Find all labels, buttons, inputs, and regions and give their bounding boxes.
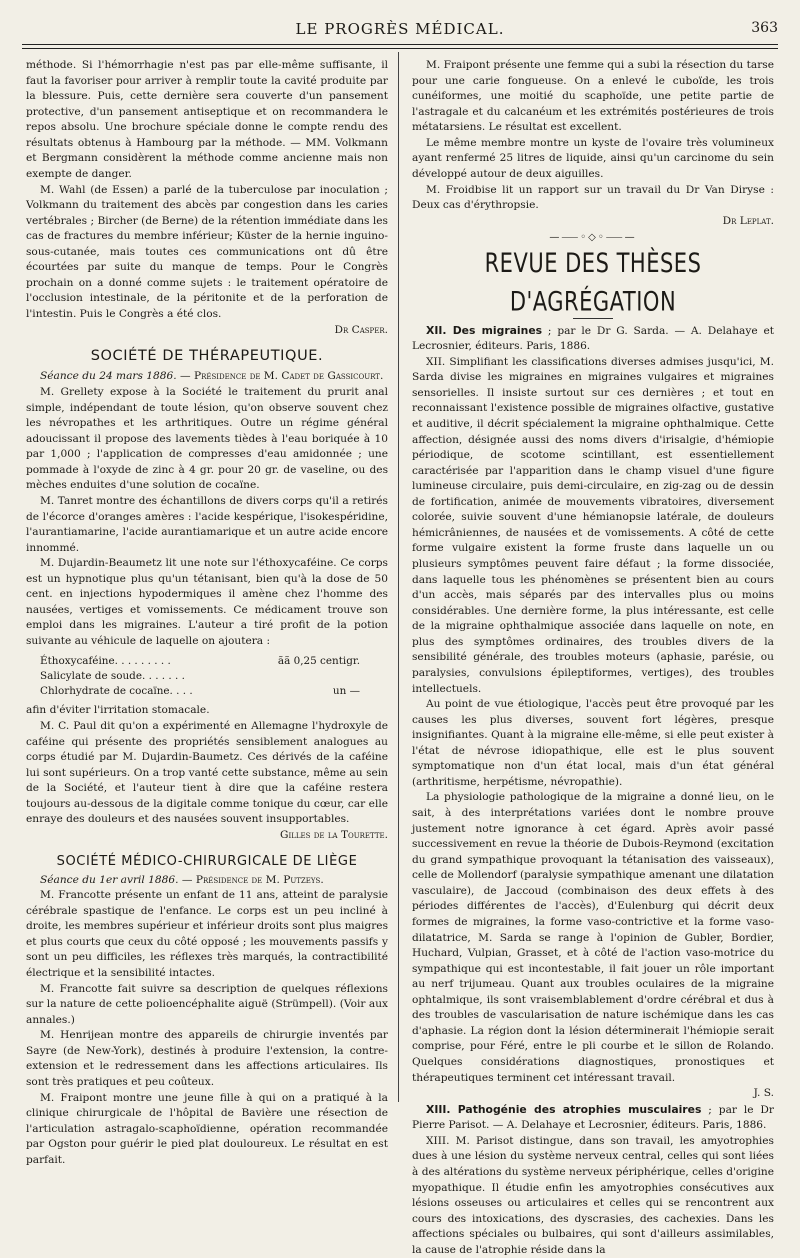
paragraph: M. Tanret montre des échantillons de divers corps qu'il a retirés de l'écorce d'oranges amères : l'acide kespérique, l'isokespéridine, l'aurantiamarine, l'acide aurantiamarique et un autre acide encore innommé. bbox=[26, 494, 388, 554]
these-imprint: ; par le Dr G. Sarda. — A. Delahaye et Lecrosnier, éditeurs. Paris, 1886. bbox=[412, 324, 774, 353]
paragraph: M. Francotte présente un enfant de 11 ans, atteint de paralysie cérébrale spastique de l'enfance. Le corps est un peu incliné à droite, les membres supérieur et inférieur droits sont plus maigres et plus courts que ceux du côté opposé ; les mouvements passifs y sont un peu difficiles, les réflexes très marqués, la contractibilité électrique et la sensibilité intactes. bbox=[26, 889, 388, 979]
formula-row bbox=[40, 684, 360, 699]
header-rule bbox=[22, 44, 778, 45]
presidence: — Présidence de M. Cadet de Gassicourt. bbox=[176, 370, 384, 383]
running-head: LE PROGRÈS MÉDICAL. bbox=[295, 20, 505, 38]
paragraph: méthode. Si l'hémorrhagie n'est pas par elle-même suffisante, il faut la favoriser pour arriver à remplir toute la cavité produite par la blessure. Puis, cette dernière sera couverte d'un pansement protective, d'un pansement antiseptique et on recommandera le repos absolu. Une brochure spéciale donne le compte rendu des résultats obtenus à Hambourg par la méthode. — MM. Volkmann et Bergmann considèrent la méthode comme ancienne mais non exempte de danger. bbox=[26, 59, 388, 180]
paragraph: M. Dujardin-Beaumetz lit une note sur l'éthoxycaféine. Ce corps est un hypnotique plus qu'un tétanisant, bien qu'à la dose de 50 cent. en injections hypodermiques il amène chez l'homme des nausées, vertiges et vomissements. Ce médicament trouve son emploi dans les migraines. L'auteur a tiré profit de la potion suivante au véhicule de laquelle on ajoutera : bbox=[26, 557, 388, 647]
paragraph: M. C. Paul dit qu'on a expérimenté en Allemagne l'hydroxyle de caféine qui présente des propriétés sensiblement analogues au corps étudié par M. Dujardin-Baumetz. Ces dérivés de la caféine lui sont supérieurs. On a trop vanté cette substance, même au sein de la Société, et l'auteur tient à dire que la caféine restera toujours au-dessous de la digitale comme tonique du cœur, car elle enraye des douleurs et des nausées souvent insupportables. bbox=[26, 720, 388, 826]
seance-date: Séance du 1er avril 1886. bbox=[40, 873, 179, 886]
paragraph: XII. Simplifiant les classifications diverses admises jusqu'ici, M. Sarda divise les migraines en migraines vulgaires et migraines sensorielles. Il insiste surtout sur ces dernières ; et tout en reconnaissant l'existence possible de migraines olfactive, gustative et auditive, il décrit spécialement la migraine ophthalmique. Cette affection, désignée aussi des noms divers d'irisalgie, d'hémiopie périodique, de scotome scintillant, est essentiellement caractérisée par l'apparition dans le champ visuel d'une figure lumineuse circulaire, puis demi-circulaire, en zig-zag ou de dessin de fortification, animée de mouvements vibratoires, diversement colorée, suivie souvent d'une hémianopsie latérale, de douleurs hémicrâniennes, de nausées et de vomissements. A côté de cette forme vulgaire existent la forme fruste dans laquelle un ou plusieurs symptômes peuvent faire défaut ; la forme dissociée, dans laquelle tous les phénomènes se présentent bien au cours d'un accès, mais séparés par des intervalles plus ou moins considérables. Une dernière forme, la plus intéressante, est celle de la migraine ophthalmique associée dans laquelle on note, en plus des symptômes ordinaires, des troubles divers de la sensibilité générale, des troubles moteurs (aphasie, parésie, ou paralysies, convulsions épileptiformes, vertiges), des troubles intellectuels. bbox=[412, 355, 774, 695]
these-title: XII. Des migraines bbox=[426, 323, 543, 337]
formula-row bbox=[40, 669, 360, 684]
paragraph: Au point de vue étiologique, l'accès peut être provoqué par les causes les plus diverses, souvent fort légères, presque insignifiantes. Quant à la migraine elle-même, si elle peut exister à l'état de névrose idiopathique, elle est le plus souvent symptomatique non d'un état local, mais d'un état général (arthritisme, herpétisme, névropathie). bbox=[412, 698, 774, 788]
page-header bbox=[22, 18, 778, 44]
formula-row bbox=[40, 654, 360, 669]
these-title: XIII. Pathogénie des atrophies musculaires bbox=[426, 1102, 702, 1116]
seance-line bbox=[26, 369, 388, 385]
page-number: 363 bbox=[751, 20, 778, 36]
paragraph: XIII. M. Parisot distingue, dans son travail, les amyotrophies dues à une lésion du système nerveux central, celles qui sont liées à des altérations du système nerveux périphérique, celles d'origine myopathique. Il étudie enfin les amyotrophies consécutives aux lésions osseuses ou articulaires et celles qui se rencontrent aux cours des intoxications, des dyscrasies, des cachexies. Dans les affections spéciales ou bulbaires, qui sont d'ailleurs assimilables, la cause de l'atrophie réside dans la bbox=[412, 1134, 774, 1256]
section-title: SOCIÉTÉ MÉDICO-CHIRURGICALE DE LIÈGE bbox=[56, 853, 358, 869]
paragraph: M. Fraipont montre une jeune fille à qui on a pratiqué à la clinique chirurgicale de l'hôpital de Bavière une résection de l'articulation astragalo-scaphoïdienne, opération recommandée par Ogston pour guérir le pied plat douloureux. Le résultat en est parfait. bbox=[26, 1091, 388, 1166]
seance-date: Séance du 24 mars 1886. bbox=[40, 370, 177, 383]
formula-ingredient: Chlorhydrate de cocaïne. . . . bbox=[40, 685, 193, 698]
these-imprint: ; par le Dr Pierre Parisot. — A. Delahaye et Lecrosnier, éditeurs. Paris, 1886. bbox=[412, 1103, 774, 1132]
signature: Dr Leplat. bbox=[722, 214, 774, 227]
formula-dose: ãã 0,25 centigr. bbox=[277, 654, 360, 667]
signature: J. S. bbox=[753, 1087, 774, 1100]
signature: Gilles de la Tourette. bbox=[280, 828, 388, 841]
paragraph: M. Francotte fait suivre sa description de quelques réflexions sur la nature de cette polioencéphalite aiguë (Strümpell). (Voir aux annales.) bbox=[26, 982, 388, 1026]
seance-line bbox=[26, 873, 388, 889]
paragraph: Le même membre montre un kyste de l'ovaire très volumineux ayant renfermé 25 litres de liquide, ainsi qu'un carcinome du sein développé autour de deux aiguilles. bbox=[412, 136, 774, 180]
these-heading bbox=[412, 1102, 774, 1134]
paragraph: afin d'éviter l'irritation stomacale. bbox=[26, 704, 210, 717]
paragraph: M. Wahl (de Essen) a parlé de la tuberculose par inoculation ; Volkmann du traitement des abcès par congestion dans les caries vertébrales ; Bircher (de Berne) de la rétention immédiate dans les cas de fractures du membre inférieur; Küster de la hernie inguino-sous-cutanée, mais toutes ces communications ont dû être écourtées par suite du manque de temps. Pour le Congrès prochain on a donné comme sujets : le traitement opératoire de l'occlusion intestinale, de la péritonite et de la perforation de l'intestin. Puis le Congrès a été clos. bbox=[26, 183, 388, 320]
section-title: SOCIÉTÉ DE THÉRAPEUTIQUE. bbox=[90, 348, 324, 365]
formula-ingredient: Éthoxycaféine. . . . . . . . . bbox=[40, 654, 171, 667]
paragraph: M. Henrijean montre des appareils de chirurgie inventés par Sayre (de New-York), destinés à produire l'extension, la contre-extension et le redressement dans les affections articulaires. Ils sont très pratiques et peu coûteux. bbox=[26, 1029, 388, 1088]
ornament-divider: —⸺◦◇◦⸺— bbox=[549, 232, 637, 244]
column-divider bbox=[398, 52, 399, 1102]
paragraph: M. Fraipont présente une femme qui a subi la résection du tarse pour une carie fongueuse. On a enlevé le cuboïde, les trois cunéiformes, une moitié du scaphoïde, une petite partie de l'astragale et du calcanéum et les extrémités postérieures de trois métatarsiens. Le résultat est excellent. bbox=[412, 59, 774, 134]
paragraph: M. Grellety expose à la Société le traitement du prurit anal simple, indépendant de toute lésion, qu'on observe souvent chez les névropathes et les arthritiques. Outre un régime général adoucissant il propose des lavements tièdes à l'eau boriquée à 10 par 1,000 ; l'application de compresses d'eau amidonnée ; une pommade à l'oxyde de zinc à 4 gr. pour 20 gr. de vaseline, ou des mèches enduites d'une solution de cocaïne. bbox=[26, 386, 388, 492]
paragraph: La physiologie pathologique de la migraine a donné lieu, on le sait, à des interprétations variées dont le nombre prouve justement notre ignorance à cet égard. Après avoir passé successivement en revue la théorie de Dubois-Reymond (excitation du grand sympathique provoquant la tétanisation des vaisseaux), celle de Mollendorf (paralysie sympathique amenant une dilatation vasculaire), de Jaccoud (combinaison des deux effets à des périodes différentes de l'accès), d'Eulenburg qui décrit deux formes de migraines, la forme vaso-contrictive et la forme vaso-dilatatrice, M. Sarda se range à l'opinion de Gubler, Bordier, Huchard, Vulpian, Grasset, et à côté de l'action vaso-motrice du sympathique qui est incontestable, il fait jouer un rôle important au nerf trijumeau. Quant aux troubles oculaires de la migraine ophtalmique, ils sont vraisemblablement d'ordre cérébral et dus à des troubles de vascularisation de nature ischémique dans les cas d'aphasie. La région dont la lésion déterminerait l'hémiopie serait comprise, pour Féré, entre le pli courbe et le sillon de Rolando. Quelques considérations diagnostiques, pronostiques et thérapeutiques terminent cet intéressant travail. bbox=[412, 791, 774, 1084]
signature: Dr Casper. bbox=[334, 323, 388, 336]
left-column bbox=[26, 58, 388, 1166]
paragraph: M. Froidbise lit un rapport sur un travail du Dr Van Diryse : Deux cas d'érythropsie. bbox=[412, 183, 774, 212]
formula-dose: un — bbox=[332, 685, 360, 698]
section-title: REVUE DES THÈSES D'AGRÉGATION bbox=[484, 247, 702, 317]
right-column bbox=[412, 58, 774, 1256]
these-heading bbox=[412, 323, 774, 355]
formula-ingredient: Salicylate de soude. . . . . . . bbox=[40, 669, 185, 682]
header-rule-thin bbox=[22, 48, 778, 49]
prescription-formula bbox=[40, 654, 388, 700]
presidence: — Présidence de M. Putzeys. bbox=[178, 873, 324, 886]
